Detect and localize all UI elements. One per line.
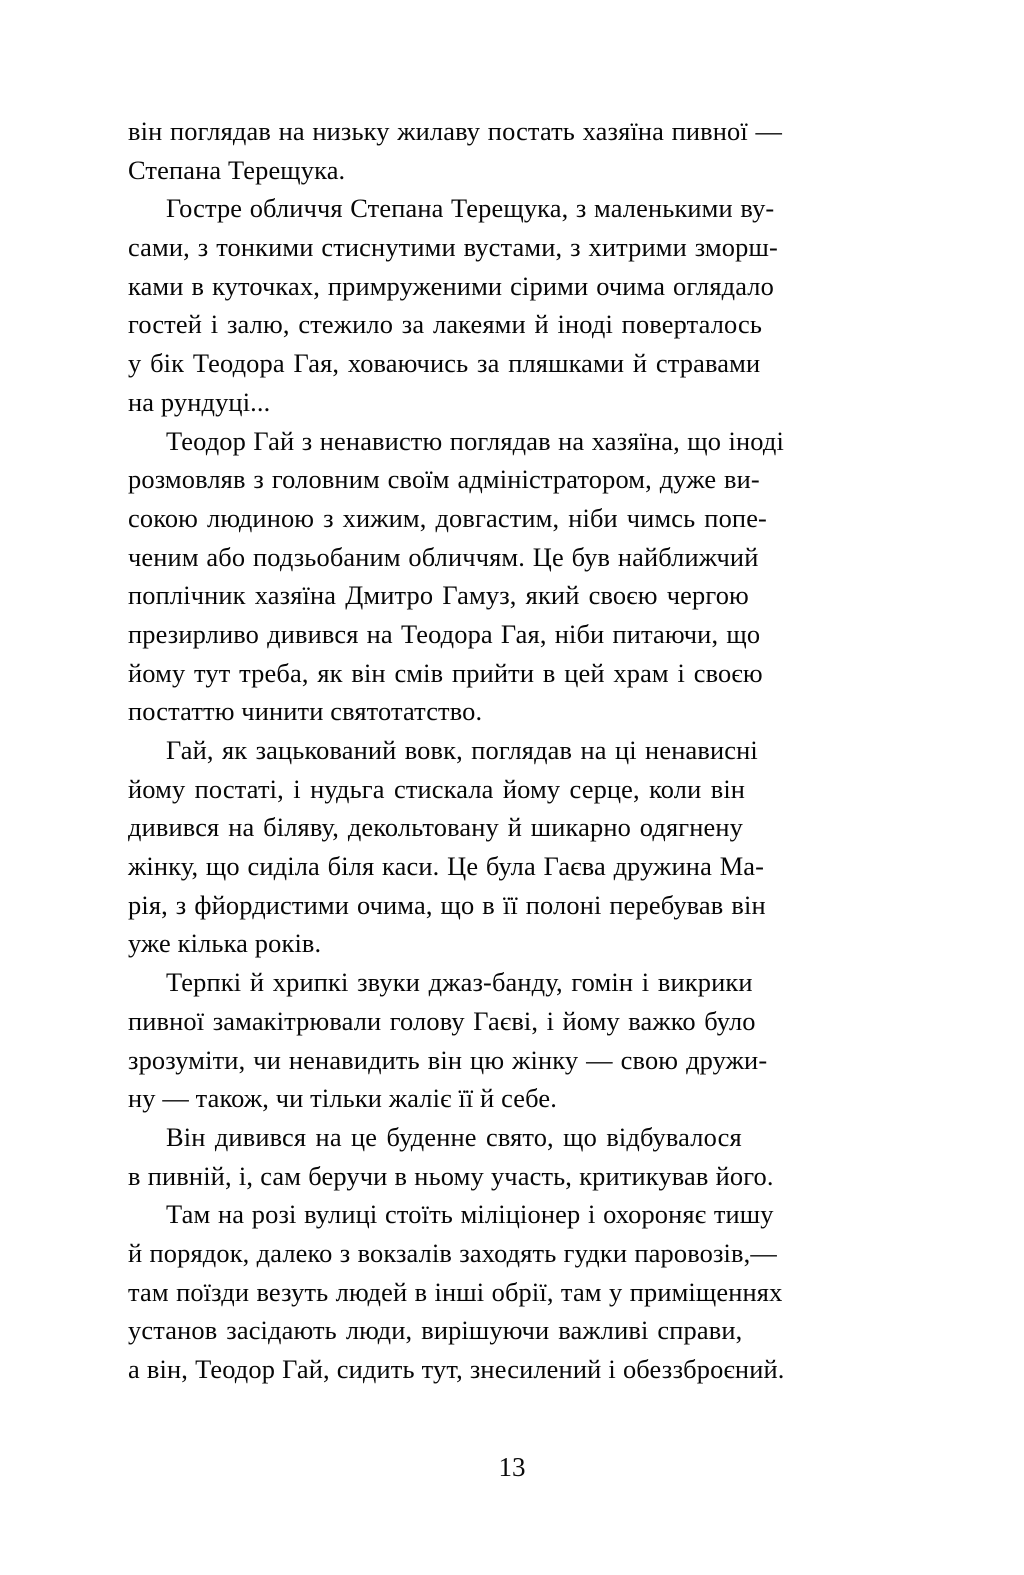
text-line: він поглядав на низьку жилаву постать хазяїна пивної —: [128, 116, 783, 146]
text-line: рія, з фйордистими очима, що в її полоні перебував він: [128, 889, 766, 920]
text-line: а він, Теодор Гай, сидить тут, знесилений і обеззброєний.: [128, 1354, 785, 1384]
text-line: Гай, як зацькований вовк, поглядав на ці ненависні: [166, 735, 758, 765]
text-line: Степана Терещука.: [128, 154, 346, 185]
text-line: на рундуці...: [128, 386, 271, 417]
text-line: установ засідають люди, вирішуючи важливі справи,: [128, 1315, 743, 1346]
text-line: в пивній, і, сам беручи в ньому участь, критикував його.: [128, 1160, 774, 1191]
text-line: гостей і залю, стежило за лакеями й іноді поверталось: [128, 309, 763, 340]
text-line: зрозуміти, чи ненавидить він цю жінку — свою дружи-: [128, 1044, 768, 1075]
text-line: ну — також, чи тільки жаліє її й себе.: [128, 1083, 557, 1114]
text-line: Теодор Гай з ненавистю поглядав на хазяїна, що іноді: [166, 425, 784, 456]
text-line: у бік Теодора Гая, ховаючись за пляшками й стравами: [128, 348, 761, 379]
page-text-block: [128, 112, 876, 1389]
text-line: Він дивився на це буденне свято, що відбувалося: [166, 1121, 742, 1152]
text-line: Там на розі вулиці стоїть міліціонер і охороняє тишу: [166, 1199, 774, 1230]
text-line: сокою людиною з хижим, довгастим, ніби чимсь попе-: [128, 502, 767, 533]
text-line: постаттю чинити святотатство.: [128, 696, 483, 727]
text-line: там поїзди везуть людей в інші обрії, там у приміщеннях: [128, 1276, 783, 1307]
text-line: поплічник хазяїна Дмитро Гамуз, який своєю чергою: [128, 580, 749, 611]
page-number: 13: [498, 1452, 526, 1482]
text-line: пивної замакітрювали голову Гаєві, і йому важко було: [128, 1005, 756, 1036]
text-line: й порядок, далеко з вокзалів заходять гудки паровозів,—: [128, 1237, 777, 1268]
text-line: жінку, що сиділа біля каси. Це була Гаєва дружина Ма-: [128, 851, 765, 882]
text-line: ченим або подзьобаним обличчям. Це був найближчий: [128, 541, 759, 572]
text-line: сами, з тонкими стиснутими вустами, з хитрими зморш-: [128, 232, 778, 263]
text-line: презирливо дивився на Теодора Гая, ніби питаючи, що: [128, 618, 761, 649]
text-line: дивився на біляву, декольтовану й шикарно одягнену: [128, 812, 743, 843]
text-line: йому тут треба, як він смів прийти в цей храм і своєю: [128, 657, 763, 688]
text-line: уже кілька років.: [128, 928, 322, 959]
text-line: йому постаті, і нудьга стискала йому серце, коли він: [128, 773, 746, 804]
text-line: Терпкі й хрипкі звуки джаз-банду, гомін і викрики: [166, 967, 753, 998]
text-line: розмовляв з головним своїм адміністратором, дуже ви-: [128, 464, 760, 495]
text-line: ками в куточках, примруженими сірими очима оглядало: [128, 270, 774, 301]
text-line: Гостре обличчя Степана Терещука, з маленькими ву-: [166, 193, 775, 224]
